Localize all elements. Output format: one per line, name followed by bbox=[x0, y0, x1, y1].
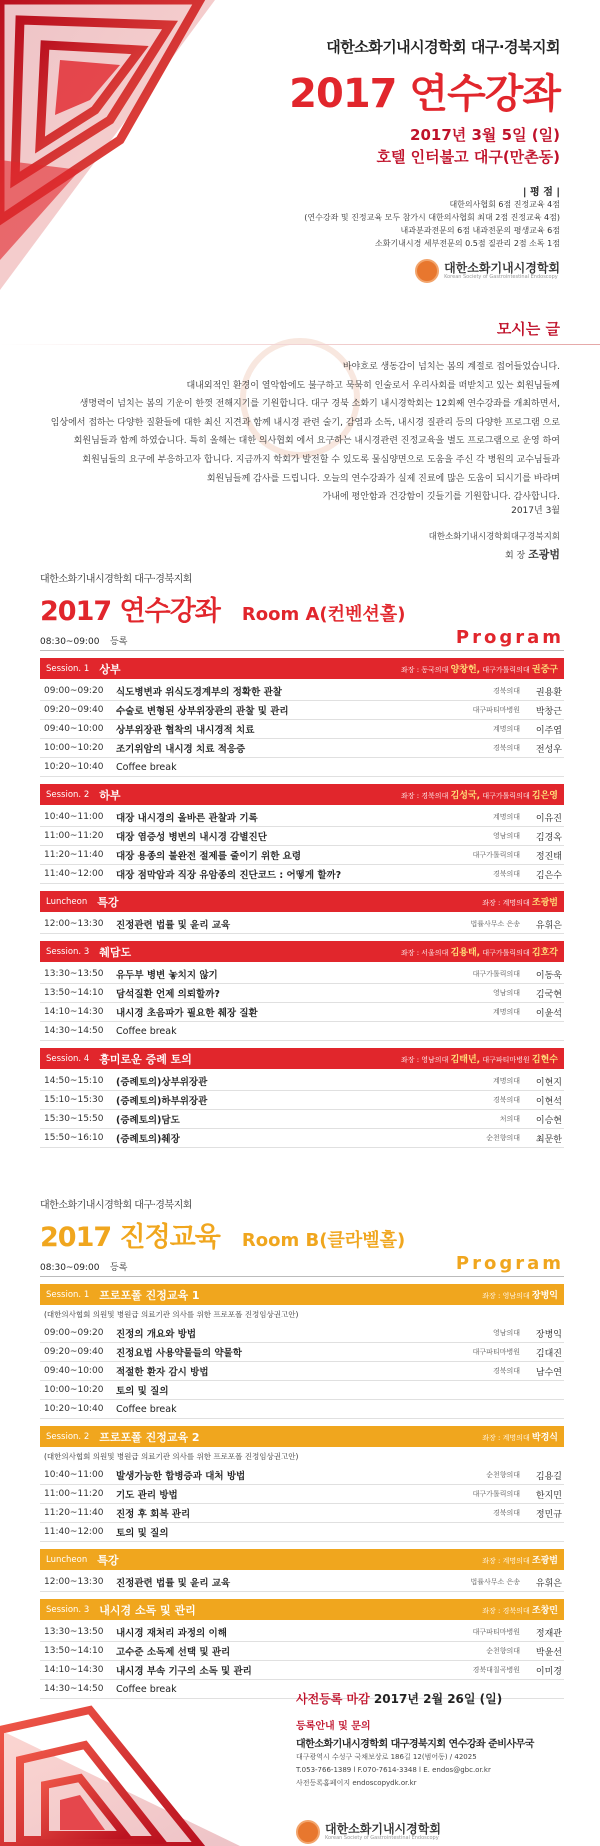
row-time: 09:40~10:00 bbox=[44, 724, 104, 734]
table-row bbox=[40, 739, 564, 758]
session-header bbox=[40, 1284, 564, 1305]
row-time: 09:20~09:40 bbox=[44, 1347, 104, 1357]
registration-deadline bbox=[296, 1690, 586, 1707]
row-topic: 내시경 초음파가 필요한 췌장 질환 bbox=[116, 1008, 258, 1019]
row-speaker: 유휘은 bbox=[535, 920, 562, 931]
row-speaker: 김은수 bbox=[535, 870, 562, 881]
greeting-line: 회원님들의 요구에 부응하고자 합니다. 지금까지 학회가 발전할 수 있도록 물심양면으로 도움을 주신 각 병원의 교수님들과 bbox=[82, 454, 560, 465]
table-row bbox=[40, 758, 564, 777]
signature-role: 회 장 bbox=[504, 551, 526, 561]
chair-prefix: 좌장 : 계명의대 bbox=[482, 1557, 530, 1565]
session-list bbox=[40, 658, 564, 1148]
divider bbox=[0, 344, 600, 345]
row-affiliation: 대구파티마병원 bbox=[472, 1628, 520, 1636]
chair-name: 김성국, bbox=[450, 791, 481, 801]
row-topic: 내시경 재처리 과정의 이해 bbox=[116, 1628, 227, 1639]
room-b-program bbox=[40, 1196, 564, 1699]
row-speaker: 이주엽 bbox=[535, 725, 562, 736]
office-address: 대구광역시 수성구 국채보상로 186길 12(범어동) / 42025 bbox=[296, 1753, 477, 1761]
session-rows bbox=[40, 1072, 564, 1148]
row-time: 14:10~14:30 bbox=[44, 1665, 104, 1675]
session-header bbox=[40, 941, 564, 962]
session-rows bbox=[40, 915, 564, 934]
session-label: Session. 3 bbox=[46, 1604, 90, 1615]
table-row bbox=[40, 1343, 564, 1362]
row-speaker: 유휘은 bbox=[535, 1578, 562, 1589]
row-speaker: 김국현 bbox=[535, 989, 562, 1000]
program-label: Program bbox=[455, 1253, 564, 1274]
table-row bbox=[40, 1523, 564, 1542]
registration-info bbox=[296, 1690, 586, 1789]
room-a-course-title: 2017 연수강좌 bbox=[40, 596, 220, 627]
row-time: 10:20~10:40 bbox=[44, 762, 104, 772]
row-speaker: 최문한 bbox=[535, 1134, 562, 1145]
row-affiliation: 영남의대 bbox=[492, 989, 520, 997]
row-speaker: 정민규 bbox=[535, 1509, 562, 1520]
row-time: 09:40~10:00 bbox=[44, 1366, 104, 1376]
greeting-date: 2017년 3월 bbox=[511, 506, 560, 516]
chair-prefix: 좌장 : 서울의대 bbox=[400, 949, 449, 957]
row-topic: Coffee break bbox=[116, 1025, 177, 1037]
row-time: 14:30~14:50 bbox=[44, 1684, 104, 1694]
row-topic: 대장 점막암과 직장 유암종의 진단코드 : 어떻게 할까? bbox=[116, 870, 342, 881]
row-affiliation: 계명의대 bbox=[492, 813, 520, 821]
row-topic: 유두부 병변 놓치지 않기 bbox=[116, 970, 218, 981]
table-row bbox=[40, 1362, 564, 1381]
row-speaker: 이윤석 bbox=[535, 1008, 562, 1019]
row-affiliation: 경북의대 bbox=[492, 870, 520, 878]
session-label: Session. 4 bbox=[46, 1053, 90, 1064]
table-row bbox=[40, 1485, 564, 1504]
table-row bbox=[40, 1003, 564, 1022]
row-speaker: 이유진 bbox=[535, 813, 562, 824]
row-time: 11:00~11:20 bbox=[44, 831, 104, 841]
row-topic: Coffee break bbox=[116, 1683, 177, 1695]
row-speaker: 박창근 bbox=[535, 706, 562, 717]
session-rows bbox=[40, 1573, 564, 1592]
session-chair bbox=[482, 1430, 558, 1443]
greeting-title: 모시는 글 bbox=[496, 320, 560, 338]
session-header bbox=[40, 891, 564, 912]
row-time: 10:00~10:20 bbox=[44, 1385, 104, 1395]
table-row bbox=[40, 1091, 564, 1110]
chair-prefix: 좌장 : 경북의대 bbox=[400, 792, 449, 800]
row-affiliation: 경북의대 bbox=[492, 1096, 520, 1104]
row-topic: (증례토의)하부위장관 bbox=[116, 1096, 208, 1107]
row-time: 15:10~15:30 bbox=[44, 1095, 104, 1105]
row-time: 13:50~14:10 bbox=[44, 988, 104, 998]
table-row bbox=[40, 1661, 564, 1680]
chair-name: 양창헌, bbox=[450, 665, 481, 675]
table-row bbox=[40, 1466, 564, 1485]
row-affiliation: 순천향의대 bbox=[486, 1647, 520, 1655]
row-affiliation: 법률사무소 은송 bbox=[470, 920, 520, 928]
chair-prefix: 좌장 : 영남의대 bbox=[482, 1292, 530, 1300]
row-time: 10:00~10:20 bbox=[44, 743, 104, 753]
table-row bbox=[40, 1573, 564, 1592]
row-affiliation: 대구가톨릭의대 bbox=[472, 970, 520, 978]
row-speaker: 한지민 bbox=[535, 1490, 562, 1501]
chair-affiliation: 대구가톨릭의대 bbox=[482, 666, 530, 674]
row-affiliation: 경북대칠곡병원 bbox=[472, 1666, 520, 1674]
row-topic: 담석질환 언제 의뢰할까? bbox=[116, 989, 220, 1000]
table-row bbox=[40, 1400, 564, 1419]
session-header bbox=[40, 1048, 564, 1069]
table-row bbox=[40, 808, 564, 827]
row-affiliation: 대구가톨릭의대 bbox=[472, 851, 520, 859]
row-topic: 진정 후 회복 관리 bbox=[116, 1509, 191, 1520]
table-row bbox=[40, 827, 564, 846]
row-time: 09:00~09:20 bbox=[44, 1328, 104, 1338]
chair-prefix: 좌장 : 동국의대 bbox=[400, 666, 449, 674]
row-topic: 진정관련 법률 및 윤리 교육 bbox=[116, 1578, 231, 1589]
event-title: 2017 연수강좌 bbox=[289, 71, 560, 117]
chair-prefix: 좌장 : 계명의대 bbox=[482, 1434, 530, 1442]
session-chair bbox=[401, 662, 558, 675]
row-speaker: 정진태 bbox=[535, 851, 562, 862]
row-topic: 대장 용종의 불완전 절제를 줄이기 위한 요령 bbox=[116, 851, 302, 862]
row-speaker: 전성우 bbox=[535, 744, 562, 755]
row-topic: (증례토의)췌장 bbox=[116, 1134, 180, 1145]
session-header bbox=[40, 658, 564, 679]
session-topic: 췌담도 bbox=[99, 945, 132, 959]
row-affiliation: 경북의대 bbox=[492, 1509, 520, 1517]
row-time: 11:40~12:00 bbox=[44, 869, 104, 879]
session-label: Luncheon bbox=[46, 896, 88, 907]
table-row bbox=[40, 846, 564, 865]
credit-line: 소화기내시경 세부전문의 0.5점 질관리 2점 소독 1점 bbox=[375, 239, 560, 248]
row-time: 11:20~11:40 bbox=[44, 1508, 104, 1518]
event-venue: 호텔 인터불고 대구(만촌동) bbox=[376, 148, 560, 166]
registration-label: 등록 bbox=[110, 1263, 128, 1273]
table-row bbox=[40, 865, 564, 884]
row-affiliation: 법률사무소 은송 bbox=[470, 1578, 520, 1586]
chair-name: 조광범 bbox=[531, 1556, 558, 1566]
row-speaker: 남수연 bbox=[535, 1367, 562, 1378]
registration-row bbox=[40, 629, 564, 651]
row-topic: (증례토의)상부위장관 bbox=[116, 1077, 208, 1088]
session-rows bbox=[40, 1623, 564, 1699]
chair-name: 조광범 bbox=[531, 898, 558, 908]
credit-line: 내과분과전문의 6점 내과전문의 평생교육 6점 bbox=[400, 226, 560, 235]
row-affiliation: 대구파티마병원 bbox=[472, 1348, 520, 1356]
row-speaker: 장병익 bbox=[535, 1329, 562, 1340]
row-topic: 진정관련 법률 및 윤리 교육 bbox=[116, 920, 231, 931]
session-topic: 특강 bbox=[97, 895, 119, 909]
row-speaker: 이현석 bbox=[535, 1096, 562, 1107]
row-affiliation: 대구파티마병원 bbox=[472, 706, 520, 714]
session-header bbox=[40, 784, 564, 805]
table-row bbox=[40, 915, 564, 934]
row-topic: 발생가능한 합병증과 대처 방법 bbox=[116, 1471, 246, 1482]
org-name: 대한소화기내시경학회 대구·경북지회 bbox=[326, 38, 560, 56]
row-topic: 기도 관리 방법 bbox=[116, 1490, 178, 1501]
row-time: 12:00~13:30 bbox=[44, 919, 104, 929]
session-chair bbox=[401, 1052, 558, 1065]
society-logo bbox=[296, 1820, 441, 1844]
table-row bbox=[40, 965, 564, 984]
session-heading bbox=[46, 787, 121, 803]
session-rows bbox=[40, 682, 564, 777]
chair-prefix: 좌장 : 계명의대 bbox=[482, 899, 530, 907]
table-row bbox=[40, 1022, 564, 1041]
row-affiliation: 경북의대 bbox=[492, 744, 520, 752]
session-label: Session. 2 bbox=[46, 789, 90, 800]
credit-heading: | 평 점 | bbox=[522, 187, 560, 198]
row-speaker: 권용환 bbox=[535, 687, 562, 698]
table-row bbox=[40, 1072, 564, 1091]
row-time: 11:20~11:40 bbox=[44, 850, 104, 860]
chair-name: 김용태, bbox=[450, 948, 481, 958]
session-note: (대한의사협회 의원및 병원급 의료기관 의사를 위한 프로포폴 진정임상권고안) bbox=[44, 1452, 299, 1461]
chair-affiliation: 대구가톨릭의대 bbox=[482, 792, 530, 800]
session-topic: 특강 bbox=[97, 1553, 119, 1567]
row-speaker: 박윤선 bbox=[535, 1647, 562, 1658]
row-speaker: 김용길 bbox=[535, 1471, 562, 1482]
table-row bbox=[40, 1504, 564, 1523]
credit-list bbox=[304, 198, 560, 250]
row-time: 13:30~13:50 bbox=[44, 969, 104, 979]
deadline-label: 사전등록 마감 bbox=[296, 1692, 370, 1706]
table-row bbox=[40, 1642, 564, 1661]
session-topic: 프로포폴 진정교육 2 bbox=[99, 1430, 200, 1444]
signature-name: 조광범 bbox=[528, 548, 560, 561]
table-row bbox=[40, 1129, 564, 1148]
row-topic: 토의 및 질의 bbox=[116, 1386, 169, 1397]
room-b-name: Room B(클라벨홀) bbox=[241, 1230, 406, 1251]
session-label: Session. 2 bbox=[46, 1431, 90, 1442]
deadline-date: 2017년 2월 26일 (일) bbox=[373, 1692, 503, 1706]
row-speaker: 이승현 bbox=[535, 1115, 562, 1126]
row-affiliation: 경북의대 bbox=[492, 687, 520, 695]
session-label: Session. 1 bbox=[46, 663, 90, 674]
chair-name: 박경식 bbox=[531, 1433, 558, 1443]
greeting-line: 가내에 평안함과 건강함이 깃들기를 기원합니다. 감사합니다. bbox=[322, 492, 560, 503]
session-header bbox=[40, 1599, 564, 1620]
row-time: 11:40~12:00 bbox=[44, 1527, 104, 1537]
row-topic: 조기위암의 내시경 치료 적응증 bbox=[116, 744, 246, 755]
greeting-line: 바야흐로 생동감이 넘치는 봄의 계절로 접어들었습니다. bbox=[342, 362, 560, 372]
row-topic: 상부위장관 협착의 내시경적 치료 bbox=[116, 725, 255, 736]
event-date: 2017년 3월 5일 (일) bbox=[410, 126, 560, 144]
greeting-section bbox=[0, 318, 600, 561]
row-speaker: 이현지 bbox=[535, 1077, 562, 1088]
credit-line: (연수강좌 및 진정교육 모두 참가시 대한의사협회 최대 2점 진정교육 4점) bbox=[304, 213, 560, 222]
session-heading bbox=[46, 1552, 119, 1568]
row-time: 14:50~15:10 bbox=[44, 1076, 104, 1086]
session-label: Session. 3 bbox=[46, 946, 90, 957]
chair-prefix: 좌장 : 경북의대 bbox=[482, 1607, 530, 1615]
session-heading bbox=[46, 894, 119, 910]
table-row bbox=[40, 1381, 564, 1400]
row-affiliation: 처의대 bbox=[499, 1115, 520, 1123]
row-time: 10:40~11:00 bbox=[44, 1470, 104, 1480]
session-chair bbox=[401, 945, 558, 958]
session-note: (대한의사협회 의원및 병원급 의료기관 의사를 위한 프로포폴 진정임상권고안) bbox=[44, 1310, 299, 1319]
row-topic: 토의 및 질의 bbox=[116, 1528, 169, 1539]
logo-subtitle: Korean Society of Gastrointestinal Endoscopy bbox=[444, 273, 558, 280]
program-label: Program bbox=[455, 627, 564, 648]
header bbox=[0, 0, 600, 290]
footer bbox=[0, 1690, 600, 1846]
row-time: 11:00~11:20 bbox=[44, 1489, 104, 1499]
registration-time: 08:30~09:00 bbox=[40, 1263, 100, 1273]
row-affiliation: 순천향의대 bbox=[486, 1471, 520, 1479]
chair-name: 김은영 bbox=[531, 791, 558, 801]
chair-name: 김태년, bbox=[450, 1055, 481, 1065]
session-heading bbox=[46, 944, 131, 960]
session-heading bbox=[46, 1429, 200, 1445]
table-row bbox=[40, 682, 564, 701]
session-heading bbox=[46, 1287, 200, 1303]
row-topic: (증례토의)담도 bbox=[116, 1115, 180, 1126]
row-topic: Coffee break bbox=[116, 761, 177, 773]
signature bbox=[505, 546, 560, 562]
session-topic: 내시경 소독 및 관리 bbox=[99, 1603, 196, 1617]
room-b-org: 대한소화기내시경학회 대구·경북지회 bbox=[40, 1200, 192, 1211]
row-time: 12:00~13:30 bbox=[44, 1577, 104, 1587]
row-affiliation: 순천향의대 bbox=[486, 1134, 520, 1142]
row-affiliation: 영남의대 bbox=[492, 1329, 520, 1337]
session-rows bbox=[40, 965, 564, 1041]
table-row bbox=[40, 1110, 564, 1129]
row-affiliation: 경북의대 bbox=[492, 1367, 520, 1375]
row-topic: 고수준 소독제 선택 및 관리 bbox=[116, 1647, 231, 1658]
room-b-course-title: 2017 진정교육 bbox=[40, 1222, 220, 1253]
greeting-line: 생명력이 넘치는 봄의 기운이 한껏 전해지기를 기원합니다. 대구 경북 소화기 내시경학회는 12회째 연수강좌를 개최하면서, bbox=[79, 399, 560, 410]
session-list bbox=[40, 1284, 564, 1699]
row-time: 10:20~10:40 bbox=[44, 1404, 104, 1414]
chair-affiliation: 대구파티마병원 bbox=[482, 1056, 530, 1064]
table-row bbox=[40, 701, 564, 720]
greeting-line: 회원님들과 함께 하였습니다. 특히 올해는 대한 의사협회 에서 요구하는 내시경관련 진정교육을 별도 프로그램으로 운영 하여 bbox=[73, 436, 560, 447]
registration-homepage-link[interactable]: 사전등록홈페이지 endoscopydk.or.kr bbox=[296, 1779, 417, 1787]
session-chair bbox=[482, 1288, 558, 1301]
room-a-program bbox=[40, 570, 564, 1148]
greeting-body bbox=[40, 358, 560, 507]
greeting-line: 대내외적인 환경이 열악함에도 불구하고 묵묵히 인술로서 우리사회를 떠받치고 있는 회원님들께 bbox=[186, 380, 560, 391]
row-speaker: 이동욱 bbox=[535, 970, 562, 981]
row-topic: 식도병변과 위식도경계부의 정확한 관찰 bbox=[116, 687, 282, 698]
credit-line: 대한의사협회 6점 진정교육 4점 bbox=[449, 200, 560, 209]
session-topic: 프로포폴 진정교육 1 bbox=[99, 1288, 200, 1302]
session-topic: 흥미로운 증례 토의 bbox=[99, 1052, 192, 1066]
chair-name: 장병익 bbox=[531, 1291, 558, 1301]
chair-name: 김호각 bbox=[531, 948, 558, 958]
row-time: 14:10~14:30 bbox=[44, 1007, 104, 1017]
logo-subtitle: Korean Society of Gastrointestinal Endoscopy bbox=[325, 1834, 439, 1841]
session-chair bbox=[482, 1553, 558, 1566]
registration-row bbox=[40, 1255, 564, 1277]
society-logo bbox=[415, 259, 560, 283]
contact-title: 등록안내 및 문의 bbox=[296, 1721, 371, 1732]
chair-name: 조창민 bbox=[531, 1606, 558, 1616]
row-topic: 진정의 개요와 방법 bbox=[116, 1329, 197, 1340]
rose-decoration-bottom bbox=[0, 1690, 240, 1846]
row-speaker: 김경옥 bbox=[535, 832, 562, 843]
logo-name: 대한소화기내시경학회 bbox=[325, 1821, 441, 1836]
greeting-line: 임상에서 접하는 다양한 질환들에 대한 최신 지견과 함께 내시경 관련 술기, 감염과 소독, 내시경 질관리 등의 다양한 프로그램 으로 bbox=[50, 417, 560, 428]
office-name: 대한소화기내시경학회 대구경북지회 연수강좌 준비사무국 bbox=[296, 1739, 534, 1750]
logo-emblem-icon bbox=[415, 259, 439, 283]
row-speaker: 이미경 bbox=[535, 1666, 562, 1677]
session-rows bbox=[40, 1466, 564, 1542]
registration-time: 08:30~09:00 bbox=[40, 637, 100, 647]
row-time: 13:30~13:50 bbox=[44, 1627, 104, 1637]
rose-decoration-top bbox=[0, 0, 215, 290]
row-time: 09:00~09:20 bbox=[44, 686, 104, 696]
chair-name: 김현수 bbox=[531, 1055, 558, 1065]
row-topic: 진정요법 사용약물들의 약물학 bbox=[116, 1348, 242, 1359]
row-affiliation: 대구가톨릭의대 bbox=[472, 1490, 520, 1498]
chair-affiliation: 대구가톨릭의대 bbox=[482, 949, 530, 957]
row-time: 13:50~14:10 bbox=[44, 1646, 104, 1656]
row-time: 09:20~09:40 bbox=[44, 705, 104, 715]
row-time: 15:50~16:10 bbox=[44, 1133, 104, 1143]
office-phone: T.053-766-1389 l F.070-7614-3348 l E. endos@gbc.or.kr bbox=[296, 1766, 491, 1774]
row-topic: Coffee break bbox=[116, 1403, 177, 1415]
row-time: 14:30~14:50 bbox=[44, 1026, 104, 1036]
session-chair bbox=[482, 1603, 558, 1616]
table-row bbox=[40, 720, 564, 739]
row-time: 10:40~11:00 bbox=[44, 812, 104, 822]
row-time: 15:30~15:50 bbox=[44, 1114, 104, 1124]
row-topic: 대장 내시경의 올바른 관찰과 기록 bbox=[116, 813, 258, 824]
chair-prefix: 좌장 : 영남의대 bbox=[400, 1056, 449, 1064]
logo-name: 대한소화기내시경학회 bbox=[444, 260, 560, 275]
session-heading bbox=[46, 1602, 196, 1618]
row-affiliation: 계명의대 bbox=[492, 725, 520, 733]
row-topic: 적절한 환자 감시 방법 bbox=[116, 1367, 209, 1378]
session-label: Luncheon bbox=[46, 1554, 88, 1565]
table-row bbox=[40, 1623, 564, 1642]
session-header bbox=[40, 1426, 564, 1447]
room-a-name: Room A(컨벤션홀) bbox=[241, 604, 406, 625]
session-rows bbox=[40, 1324, 564, 1419]
row-speaker: 김대진 bbox=[535, 1348, 562, 1359]
row-affiliation: 계명의대 bbox=[492, 1077, 520, 1085]
session-chair bbox=[401, 788, 558, 801]
session-heading bbox=[46, 661, 121, 677]
row-topic: 내시경 부속 기구의 소독 및 관리 bbox=[116, 1666, 252, 1677]
table-row bbox=[40, 984, 564, 1003]
room-a-title bbox=[40, 589, 564, 628]
session-heading bbox=[46, 1051, 192, 1067]
session-topic: 상부 bbox=[99, 662, 121, 676]
chair-name: 권중구 bbox=[531, 665, 558, 675]
row-speaker: 정재관 bbox=[535, 1628, 562, 1639]
session-topic: 하부 bbox=[99, 788, 121, 802]
row-affiliation: 계명의대 bbox=[492, 1008, 520, 1016]
logo-emblem-icon bbox=[296, 1820, 320, 1844]
registration-label: 등록 bbox=[110, 637, 128, 647]
table-row bbox=[40, 1324, 564, 1343]
session-rows bbox=[40, 808, 564, 884]
signature-org: 대한소화기내시경학회대구경북지회 bbox=[428, 532, 560, 542]
room-b-title bbox=[40, 1215, 564, 1254]
session-chair bbox=[482, 895, 558, 908]
greeting-line: 회원님들께 감사를 드립니다. 오늘의 연수강좌가 실제 진료에 많은 도움이 되시기를 바라며 bbox=[206, 473, 560, 484]
row-affiliation: 영남의대 bbox=[492, 832, 520, 840]
row-topic: 수술로 변형된 상부위장관의 관찰 및 관리 bbox=[116, 706, 289, 717]
room-a-org: 대한소화기내시경학회 대구·경북지회 bbox=[40, 574, 192, 585]
row-topic: 대장 염증성 병변의 내시경 감별진단 bbox=[116, 832, 267, 843]
session-header bbox=[40, 1549, 564, 1570]
session-label: Session. 1 bbox=[46, 1289, 90, 1300]
